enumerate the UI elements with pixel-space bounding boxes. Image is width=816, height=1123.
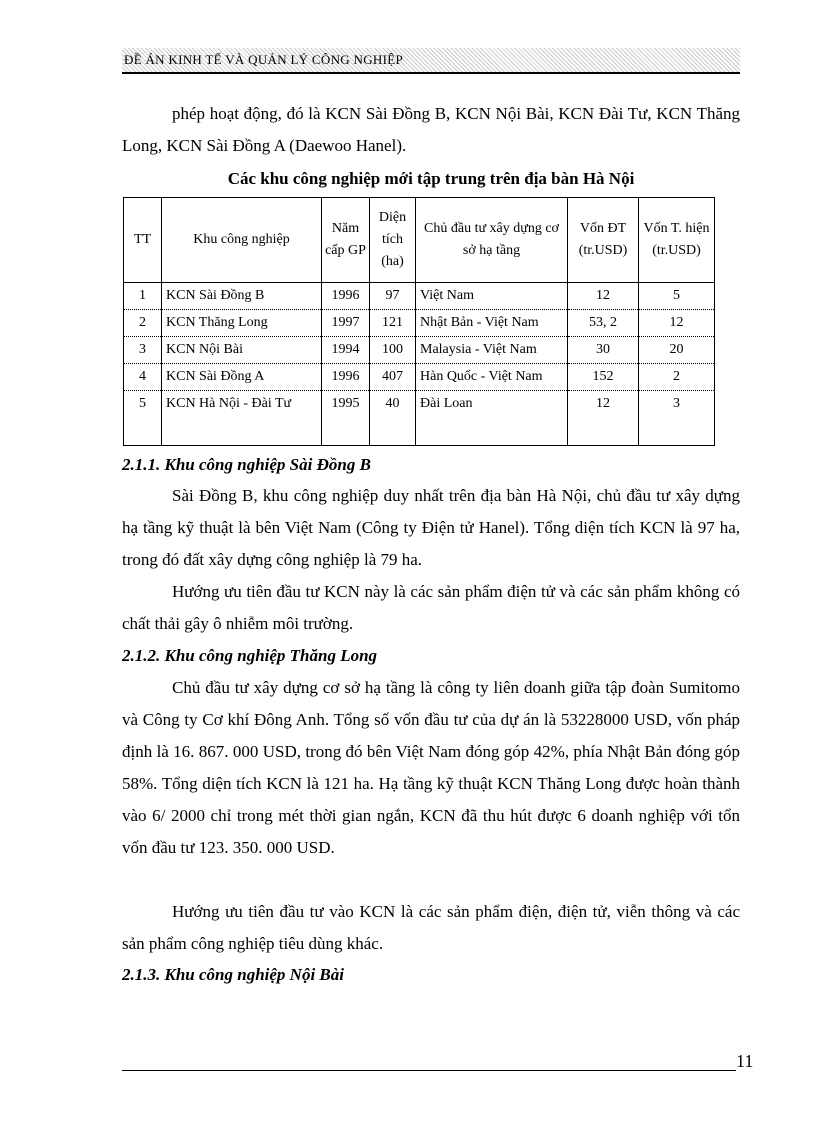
thang-long-paragraph-1: Chủ đầu tư xây dựng cơ sở hạ tầng là công ty liên doanh giữa tập đoàn Sumitomo và Công ty Cơ khí Đông Anh. Tổng số vốn đầu tư của dự án là 53228000 USD, vốn pháp định là 16. 867. 000 USD, trong đó bên Việt Nam đóng góp 42%, phía Nhật Bản đóng góp 58%. Tổng diện tích KCN là 121 ha. Hạ tầng kỹ thuật KCN Thăng Long được hoàn thành vào 6/ 2000 chỉ trong mét thời gian ngắn, KCN đã thu hút được 6 doanh nghiệp với tổn vốn đầu tư 123. 350. 000 USD.: [122, 678, 740, 857]
page-number: 11: [736, 1051, 754, 1071]
cell-capital: 12: [568, 283, 639, 310]
cell-realized: 2: [639, 364, 715, 391]
cell-year: 1995: [322, 391, 370, 446]
cell-realized: 12: [639, 310, 715, 337]
cell-tt: 2: [124, 310, 162, 337]
cell-name: KCN Sài Đồng A: [162, 364, 322, 391]
header-investor: Chủ đầu tư xây dựng cơ sở hạ tầng: [416, 198, 568, 283]
cell-year: 1996: [322, 283, 370, 310]
table-row: [124, 391, 715, 446]
section-heading-thang-long: 2.1.2. Khu công nghiệp Thăng Long: [122, 646, 378, 665]
table-row: [124, 364, 715, 391]
section-heading-sai-dong-b: 2.1.1. Khu công nghiệp Sài Đồng B: [122, 455, 371, 474]
header-year: Năm cấp GP: [322, 198, 370, 283]
header-title: ĐỀ ÁN KINH TẾ VÀ QUẢN LÝ CÔNG NGHIỆP: [124, 52, 403, 67]
cell-area: 97: [370, 283, 416, 310]
cell-tt: 4: [124, 364, 162, 391]
cell-name: KCN Nội Bài: [162, 337, 322, 364]
cell-area: 100: [370, 337, 416, 364]
cell-capital: 152: [568, 364, 639, 391]
cell-year: 1994: [322, 337, 370, 364]
table-header-row: [124, 198, 715, 283]
cell-investor: Việt Nam: [416, 283, 568, 310]
cell-capital: 30: [568, 337, 639, 364]
cell-investor: Hàn Quốc - Việt Nam: [416, 364, 568, 391]
header-name: Khu công nghiệp: [162, 198, 322, 283]
header-realized: Vốn T. hiện (tr.USD): [639, 198, 715, 283]
cell-name: KCN Thăng Long: [162, 310, 322, 337]
cell-tt: 5: [124, 391, 162, 446]
intro-paragraph: phép hoạt động, đó là KCN Sài Đồng B, KCN Nội Bài, KCN Đài Tư, KCN Thăng Long, KCN Sài Đồng A (Daewoo Hanel).: [122, 104, 740, 155]
cell-capital: 12: [568, 391, 639, 446]
sai-dong-b-paragraph-2: Hướng ưu tiên đầu tư KCN này là các sản phẩm điện tử và các sản phẩm không có chất thải gây ô nhiễm môi trường.: [122, 582, 740, 633]
cell-year: 1997: [322, 310, 370, 337]
cell-capital: 53, 2: [568, 310, 639, 337]
cell-realized: 3: [639, 391, 715, 446]
page-header: [122, 48, 740, 74]
cell-realized: 5: [639, 283, 715, 310]
cell-investor: Đài Loan: [416, 391, 568, 446]
table-row: [124, 283, 715, 310]
cell-investor: Nhật Bản - Việt Nam: [416, 310, 568, 337]
table-title: Các khu công nghiệp mới tập trung trên địa bàn Hà Nội: [227, 169, 635, 188]
cell-realized: 20: [639, 337, 715, 364]
sai-dong-b-paragraph-1: Sài Đồng B, khu công nghiệp duy nhất trên địa bàn Hà Nội, chủ đầu tư xây dựng hạ tầng kỹ thuật là bên Việt Nam (Công ty Điện tử Hanel). Tổng diện tích KCN là 97 ha, trong đó đất xây dựng công nghiệp là 79 ha.: [122, 486, 740, 569]
header-capital: Vốn ĐT (tr.USD): [568, 198, 639, 283]
footer-rule: [122, 1070, 736, 1071]
cell-investor: Malaysia - Việt Nam: [416, 337, 568, 364]
cell-tt: 1: [124, 283, 162, 310]
cell-name: KCN Hà Nội - Đài Tư: [162, 391, 322, 446]
table-row: [124, 310, 715, 337]
cell-name: KCN Sài Đồng B: [162, 283, 322, 310]
cell-area: 40: [370, 391, 416, 446]
section-heading-noi-bai: 2.1.3. Khu công nghiệp Nội Bài: [122, 965, 344, 984]
table-row: [124, 337, 715, 364]
cell-tt: 3: [124, 337, 162, 364]
cell-area: 121: [370, 310, 416, 337]
cell-area: 407: [370, 364, 416, 391]
thang-long-paragraph-2: Hướng ưu tiên đầu tư vào KCN là các sản phẩm điện, điện tử, viễn thông và các sản phẩm công nghiệp tiêu dùng khác.: [122, 902, 740, 953]
industrial-zones-table: [123, 197, 715, 446]
cell-year: 1996: [322, 364, 370, 391]
header-area: Diện tích (ha): [370, 198, 416, 283]
header-tt: TT: [124, 198, 162, 283]
